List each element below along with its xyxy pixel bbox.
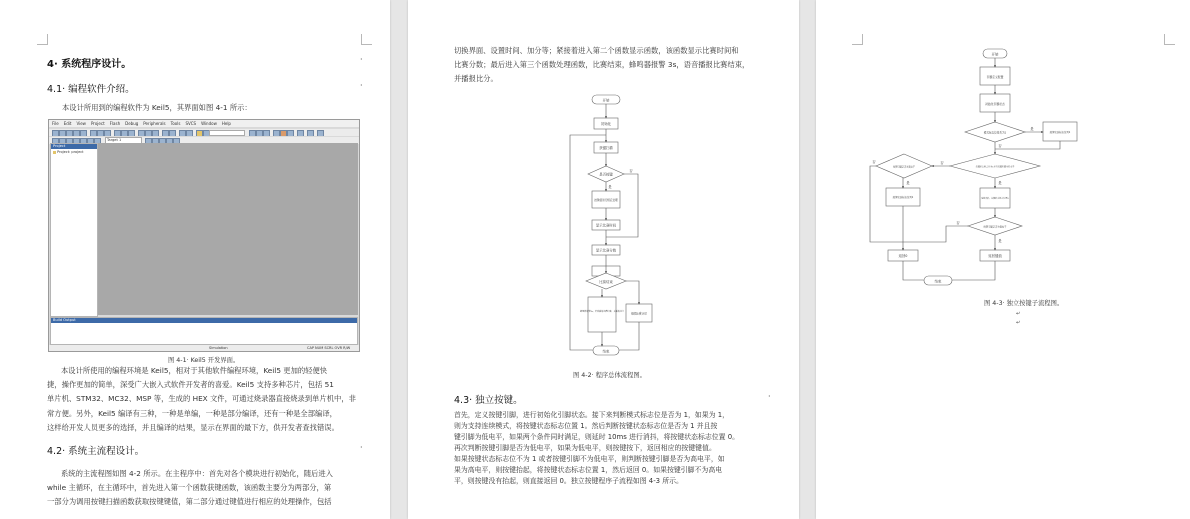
key-flow-mode-q-label: 模式标志位是否为1 xyxy=(983,131,1007,135)
crop-mark xyxy=(361,34,372,45)
flow-get-key-label: 获键扫描 xyxy=(599,146,613,150)
keil-menu-item[interactable]: Project xyxy=(90,121,105,126)
key-flow-cond-q-label: 按键状态标志位为1并且按键引脚为低电平 xyxy=(975,166,1015,169)
document-page-3 xyxy=(816,0,1190,519)
paragraph-mark: · xyxy=(360,81,363,90)
keil-project-pane xyxy=(50,143,98,317)
keil-status-flags: CAP NUM SCRL OVR R/W xyxy=(307,346,351,350)
keil-project-pane-title: Project xyxy=(51,144,97,149)
keil-toolbar xyxy=(49,128,359,136)
flow-continue-label: 继续比赛计时 xyxy=(631,312,647,316)
key-flow-define-label: 引脚定义配置 xyxy=(986,75,1004,79)
flow-display-label: 显示比赛时间 xyxy=(595,223,617,228)
paragraph-mark: ↵ xyxy=(1016,311,1021,317)
keil-menu-item[interactable]: Debug xyxy=(125,121,139,126)
paragraph-independent-key: 首先，定义按键引脚，进行初始化引脚状态。接下来判断模式标志位是否为 1，如果为 1， 则为支持连续模式，将按键状态标志位置 1。然后判断按键状态标志位是否为 1 并且按 键引脚为低电平，如果两个条件同时满足，则延时 10ms 进行消抖，将按键状态标志位置 0。 再次判断按键引脚是否为低电平，如果为低电平，则按键按下，返回相应的按键键值。 如果按键状态标志位不为 1 或者按键引脚不为低电平，则判断按键引脚是否为高电平，如 果为高电平，则按键抬起，将按键状态标志位置 1，然后返回 0。如果按键引脚不为高电 平，则按键没有抬起，则直接返回 0。独立按键程序子流程如图 4-3 所示。 xyxy=(454,411,739,485)
flow-buzzer-label: 蜂鸣器报警3s，语音播报比赛结束，并播报比分 xyxy=(580,311,624,313)
key-flow-pin-high-q-label: 按键引脚是否为高电平 xyxy=(893,165,915,169)
document-page-1 xyxy=(0,0,390,519)
keil-menu-item[interactable]: View xyxy=(76,121,86,126)
key-flow-yes-1: 是 xyxy=(1030,127,1034,131)
keil-screenshot xyxy=(48,119,360,352)
paragraph-keil: 本设计所使用的编程环境是 Keil5，相对于其他软件编程环境，Keil5 更加的轻便快 捷，操作更加的简单，深受广大嵌入式软件开发者的喜爱。Keil5 支持多种芯片，包括 51 单片机、STM32、MC32、MSP 等，生成的 HEX 文件，可通过烧录器直接烧录到单片机中，非 常方便。另外，Keil5 编译有三种，一种是单编，一种是部分编译，还有一种是全部编译， 这样给开发人员更多的选择，并且编译的结果，显示在界面的最下方，供开发者查找错误。 xyxy=(47,366,356,432)
keil-project-item: Project: project xyxy=(51,149,97,155)
paragraph-continued: 切换界面、设置时间、加分等；紧接着进入第二个函数显示函数，该函数显示比赛时间和 比赛分数；最后进入第三个函数处理函数，比赛结束，蜂鸣器报警 3s，语音播报比赛结束， 并播报比分。 xyxy=(454,46,750,84)
paragraph-mark: ↵ xyxy=(1016,320,1021,326)
paragraph-mark: · xyxy=(360,443,363,452)
key-flow-no-4: 否 xyxy=(956,221,960,225)
key-flow-set-flag2-label: 按键状态标志位置1 xyxy=(892,196,914,199)
keil-status-mode: Simulation xyxy=(209,346,228,350)
key-flow-yes-2: 是 xyxy=(998,181,1002,185)
keil-menu-item[interactable]: Flash xyxy=(109,121,121,126)
flow-buzzer xyxy=(588,297,616,332)
keil-menu-item[interactable]: SVCS xyxy=(185,121,197,126)
crop-mark xyxy=(1164,34,1175,45)
crop-mark xyxy=(852,34,863,45)
key-flow-no-2: 否 xyxy=(940,161,944,165)
flow-process-key-label: 按键值进行相应处理 xyxy=(594,199,618,202)
paragraph-mark: · xyxy=(768,392,771,401)
keil-status-bar xyxy=(49,345,359,351)
keil-menu-bar xyxy=(49,120,359,127)
folder-icon xyxy=(53,151,56,154)
key-flow-no-3: 否 xyxy=(872,160,876,164)
document-page-2 xyxy=(408,0,799,519)
keil-menu-item[interactable]: Peripherals xyxy=(143,121,166,126)
key-flow-init-label: 初始化引脚状态 xyxy=(985,102,1005,106)
key-flowchart xyxy=(866,46,1101,290)
caption-figure-4-3: 图 4-3· 独立按键子流程图。 xyxy=(984,300,1064,307)
heading-4-1: 4.1· 编程软件介绍。 xyxy=(47,84,135,95)
heading-4-3: 4.3· 独立按键。 xyxy=(454,395,523,406)
caption-figure-4-2: 图 4-2· 程序总体流程图。 xyxy=(573,372,646,379)
main-flowchart xyxy=(558,92,678,364)
paragraph-main-flow: 系统的主流程图如图 4-2 所示。在主程序中：首先对各个模块进行初始化，随后进入 while 主循环，在主循环中，首先进入第一个函数获键函数，该函数主要分为两部分，第 一部分为调用按键扫描函数获取按键键值，第二部分通过键值进行相应的处理操作，包括 xyxy=(47,469,333,507)
key-flow-return-key-label: 返回键值 xyxy=(988,254,1002,258)
keil-editor-area xyxy=(98,143,358,315)
key-flow-yes-3: 是 xyxy=(906,181,910,185)
heading-4: 4· 系统程序设计。 xyxy=(47,59,132,70)
keil-menu-item[interactable]: Window xyxy=(201,121,217,126)
keil-menu-item[interactable]: File xyxy=(52,121,59,126)
key-flow-end-label: 结束 xyxy=(934,279,942,284)
key-flow-yes-4: 是 xyxy=(998,239,1002,243)
flow-end-label: 结束 xyxy=(602,349,610,354)
flow-show-score-label: 显示比赛分数 xyxy=(595,248,617,253)
flow-key-q-label: 是否按键 xyxy=(599,172,613,177)
key-flow-delay-label: 延时消抖，按键状态标志位置0 xyxy=(981,198,1009,200)
key-flow-return0-label: 返回0 xyxy=(898,254,908,258)
keil-build-output xyxy=(50,317,358,345)
paragraph-intro: 本设计所用到的编程软件为 Keil5，其界面如图 4-1 所示： xyxy=(62,103,252,112)
keil-menu-item[interactable]: Edit xyxy=(63,121,72,126)
keil-target-select: Target 1 xyxy=(105,137,142,144)
flow-no-label: 否 xyxy=(629,169,633,173)
flow-end-q-label: 比赛结束 xyxy=(599,280,613,284)
keil-build-output-title: Build Output xyxy=(51,318,357,323)
key-flow-pin-low-q-label: 按键引脚是否为低电平 xyxy=(983,225,1007,229)
caption-figure-4-1: 图 4-1· Keil5 开发界面。 xyxy=(168,357,240,364)
flow-init-label: 初始化 xyxy=(600,122,612,126)
keil-menu-item[interactable]: Tools xyxy=(170,121,181,126)
flow-yes-label: 是 xyxy=(608,185,612,189)
heading-4-2: 4.2· 系统主流程设计。 xyxy=(47,446,145,457)
keil-menu-item[interactable]: Help xyxy=(221,121,231,126)
key-flow-no-1: 否 xyxy=(998,144,1002,148)
flow-start-label: 开始 xyxy=(602,98,610,103)
paragraph-mark: · xyxy=(360,55,363,64)
crop-mark xyxy=(37,34,48,45)
key-flow-start-label: 开始 xyxy=(991,52,999,57)
key-flow-set-flag-label: 按键状态标志位置1 xyxy=(1049,131,1071,134)
